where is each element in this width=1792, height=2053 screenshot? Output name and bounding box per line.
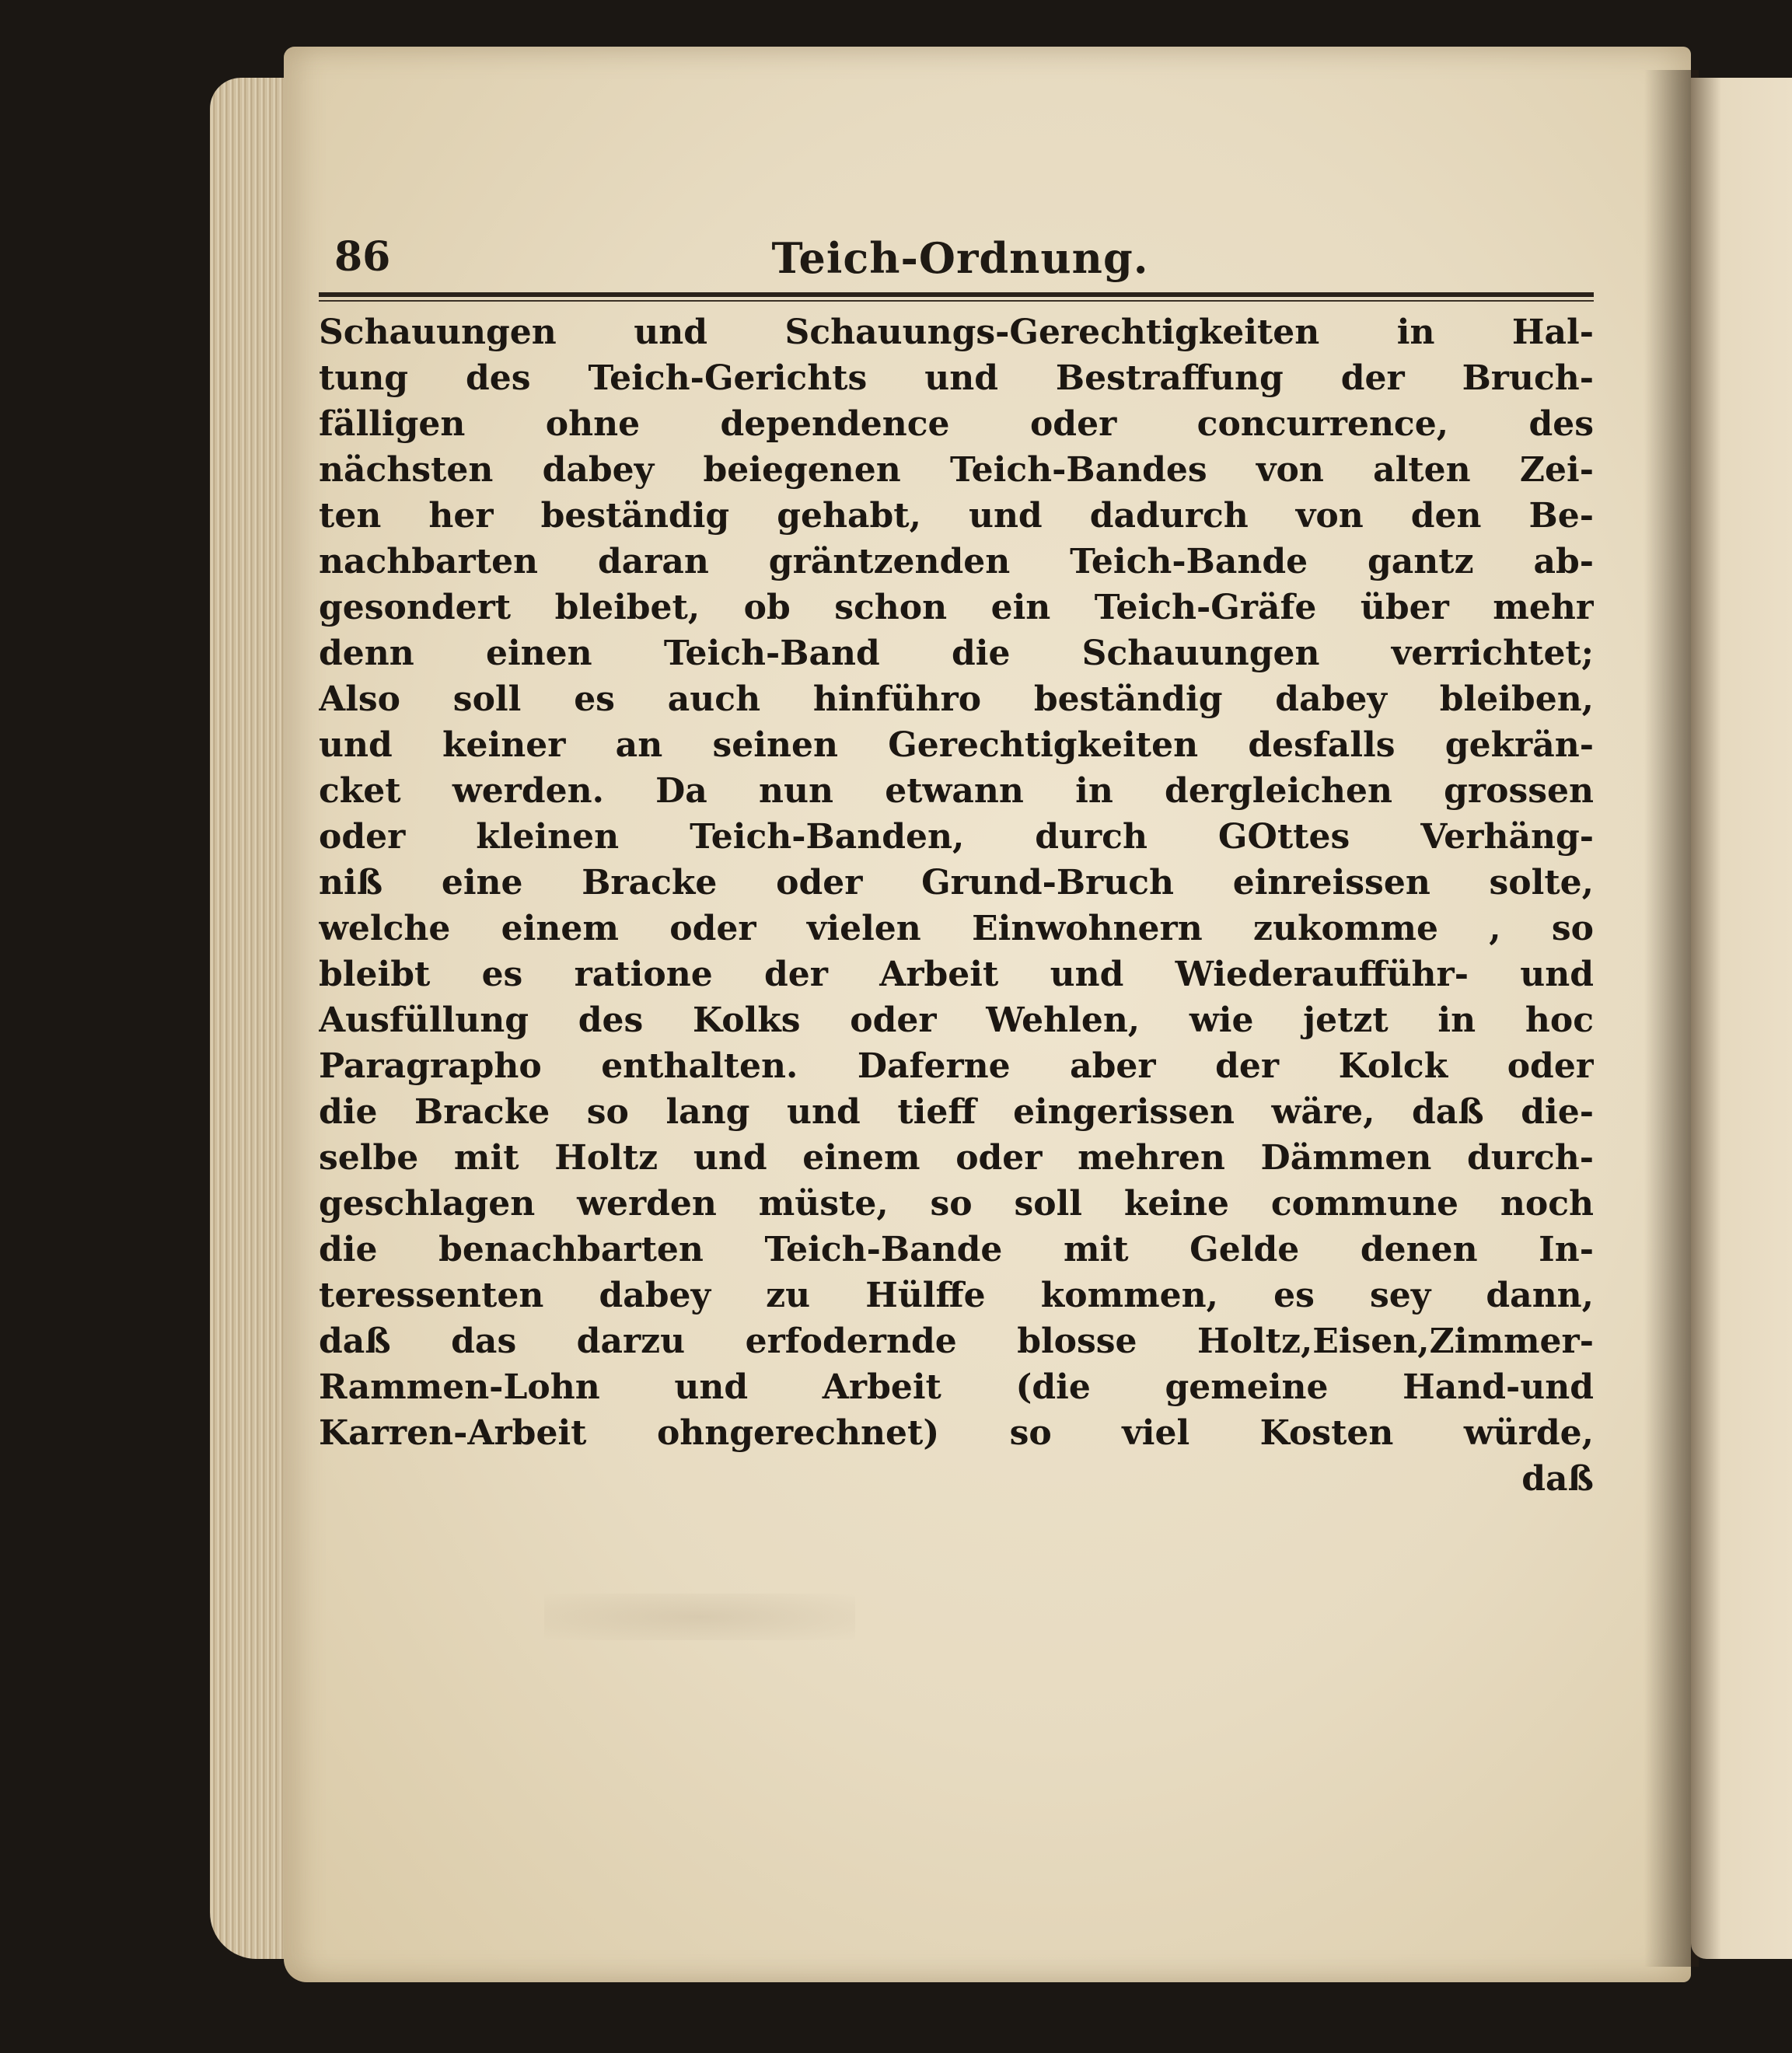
- running-title: Teich-Ordnung.: [771, 233, 1149, 283]
- text-line: niß eine Bracke oder Grund-Bruch einreissen solte,: [319, 863, 1594, 903]
- page-header: [334, 233, 1586, 288]
- text-line: welche einem oder vielen Einwohnern zukomme , so: [319, 909, 1594, 948]
- body-text: [319, 309, 1594, 1502]
- page-number: 86: [334, 233, 391, 281]
- text-line: nachbarten daran gräntzenden Teich-Bande gantz ab-: [319, 542, 1594, 581]
- text-line: fälligen ohne dependence oder concurrence, des: [319, 404, 1594, 444]
- text-line: Paragrapho enthalten. Daferne aber der Kolck oder: [319, 1046, 1594, 1086]
- text-line: teressenten dabey zu Hülffe kommen, es sey dann,: [319, 1276, 1594, 1315]
- paper-stain: [544, 1594, 855, 1640]
- text-line: Schauungen und Schauungs-Gerechtigkeiten in Hal-: [319, 312, 1594, 352]
- text-line: tung des Teich-Gerichts und Bestraffung der Bruch-: [319, 358, 1594, 398]
- text-line: geschlagen werden müste, so soll keine commune noch: [319, 1184, 1594, 1224]
- text-line: cket werden. Da nun etwann in dergleichen grossen: [319, 771, 1594, 811]
- text-line: ten her beständig gehabt, und dadurch von den Be-: [319, 496, 1594, 536]
- facing-page-edge: [1691, 78, 1792, 1959]
- header-rule-thin: [319, 300, 1594, 302]
- catchword: daß: [1521, 1459, 1594, 1499]
- text-line: Ausfüllung des Kolks oder Wehlen, wie jetzt in hoc: [319, 1000, 1594, 1040]
- text-line: oder kleinen Teich-Banden, durch GOttes Verhäng-: [319, 817, 1594, 857]
- text-line: selbe mit Holtz und einem oder mehren Dämmen durch-: [319, 1138, 1594, 1178]
- text-line: daß das darzu erfodernde blosse Holtz,Eisen,Zimmer-: [319, 1322, 1594, 1361]
- text-line: denn einen Teich-Band die Schauungen verrichtet;: [319, 634, 1594, 673]
- text-line: Also soll es auch hinführo beständig dabey bleiben,: [319, 679, 1594, 719]
- text-line: Rammen-Lohn und Arbeit (die gemeine Hand-und: [319, 1367, 1594, 1407]
- text-line: die benachbarten Teich-Bande mit Gelde denen In-: [319, 1230, 1594, 1269]
- text-line: die Bracke so lang und tieff eingerissen wäre, daß die-: [319, 1092, 1594, 1132]
- text-line: bleibt es ratione der Arbeit und Wiederaufführ- und: [319, 955, 1594, 994]
- text-line: gesondert bleibet, ob schon ein Teich-Gräfe über mehr: [319, 588, 1594, 627]
- text-line: und keiner an seinen Gerechtigkeiten desfalls gekrän-: [319, 725, 1594, 765]
- text-line: Karren-Arbeit ohngerechnet) so viel Kosten würde,: [319, 1413, 1594, 1453]
- text-line: nächsten dabey beiegenen Teich-Bandes von alten Zei-: [319, 450, 1594, 490]
- header-rule: [319, 292, 1594, 297]
